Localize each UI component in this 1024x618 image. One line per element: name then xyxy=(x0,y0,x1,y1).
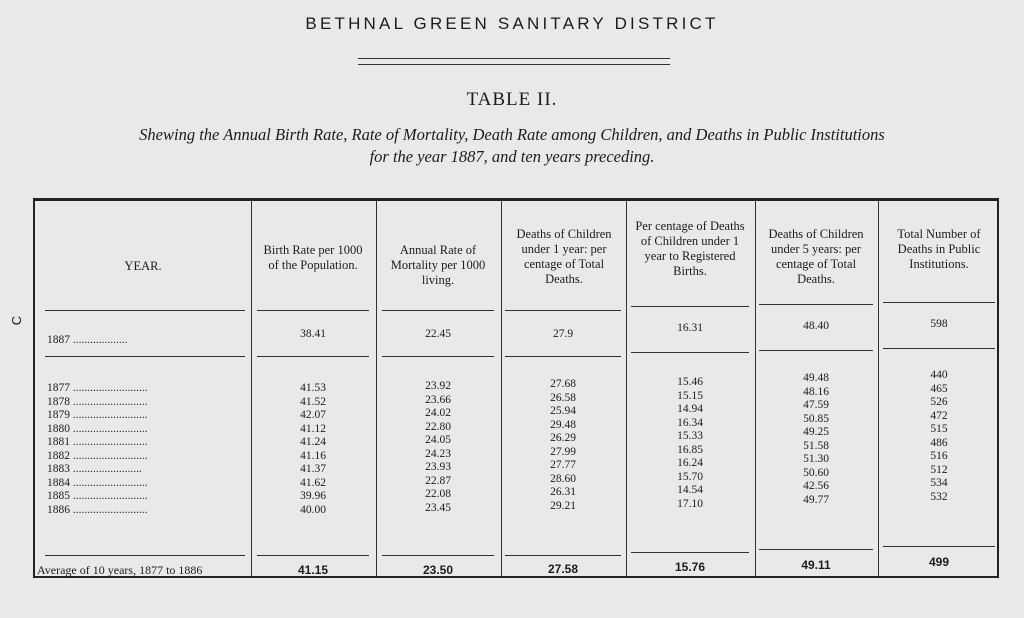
average-under1-births: 15.76 xyxy=(674,560,706,574)
row-label-1883: 1883 ........................ xyxy=(47,463,142,475)
cell-1887-mortality: 22.45 xyxy=(425,328,451,340)
average-under1-total: 27.58 xyxy=(547,562,579,576)
row-label-1887: 1887 ................... xyxy=(47,334,128,346)
header-year: YEAR. xyxy=(124,259,162,273)
rule xyxy=(45,555,245,556)
subtitle-line-2: for the year 1887, and ten years preceding. xyxy=(369,147,655,166)
row-label-1881: 1881 .......................... xyxy=(47,436,148,448)
row-label-1877: 1877 .......................... xyxy=(47,382,148,394)
district-heading: BETHNAL GREEN SANITARY DISTRICT xyxy=(305,14,719,33)
header-birth-rate: Birth Rate per 1000 of the Population. xyxy=(263,243,363,272)
rule xyxy=(257,356,369,357)
row-label-1884: 1884 .......................... xyxy=(47,476,148,489)
column-birth-rate-values: 41.53 41.52 42.07 41.12 41.24 41.16 41.37 41.62 39.96 40.00 xyxy=(300,382,326,516)
row-label-1879: 1879 .......................... xyxy=(47,409,148,421)
average-under5-total: 49.11 xyxy=(801,558,831,572)
rule xyxy=(883,302,995,303)
rule xyxy=(505,356,621,357)
year-labels-block xyxy=(47,382,148,517)
margin-mark: C xyxy=(9,315,25,326)
rule xyxy=(631,306,749,307)
row-label-1886: 1886 .......................... xyxy=(47,503,148,516)
rule xyxy=(631,552,749,553)
column-under1-total-values: 27.68 26.58 25.94 29.48 26.29 27.99 27.77 28.60 26.31 29.21 xyxy=(550,378,576,512)
rule xyxy=(257,555,369,556)
rule xyxy=(505,310,621,311)
column-divider xyxy=(626,201,627,576)
rule xyxy=(759,350,873,351)
rule xyxy=(631,352,749,353)
average-mortality: 23.50 xyxy=(422,563,454,577)
column-institutions-values: 440 465 526 472 515 486 516 512 534 532 xyxy=(930,369,948,503)
rule xyxy=(883,546,995,547)
table-subtitle xyxy=(40,124,984,168)
column-divider xyxy=(501,201,502,576)
header-institutions: Total Number of Deaths in Public Institutions. xyxy=(897,227,981,271)
cell-1887-under5-total: 48.40 xyxy=(803,320,829,332)
cell-1887-under1-total: 27.9 xyxy=(552,328,574,340)
column-divider xyxy=(251,201,252,576)
rule xyxy=(883,348,995,349)
header-under1-total: Deaths of Children under 1 year: per centage of Total Deaths. xyxy=(516,227,612,286)
row-label-1882: 1882 .......................... xyxy=(47,449,148,462)
subtitle-line-1: Shewing the Annual Birth Rate, Rate of Mortality, Death Rate among Children, and Deaths in Public Institutions xyxy=(139,125,885,144)
column-under5-total-values: 49.48 48.16 47.59 50.85 49.25 51.58 51.30 50.60 42.56 49.77 xyxy=(803,372,829,506)
statistics-table xyxy=(33,198,999,578)
table-title: TABLE II. xyxy=(466,89,558,110)
column-divider xyxy=(878,201,879,576)
rule xyxy=(759,304,873,305)
cell-1887-under1-births: 16.31 xyxy=(677,322,703,334)
double-rule-divider xyxy=(358,58,670,65)
header-mortality: Annual Rate of Mortality per 1000 living. xyxy=(390,243,486,287)
average-institutions: 499 xyxy=(928,555,950,569)
rule xyxy=(382,555,494,556)
row-label-1878: 1878 .......................... xyxy=(47,395,148,408)
row-label-1880: 1880 .......................... xyxy=(47,422,148,435)
row-label-1885: 1885 .......................... xyxy=(47,490,148,502)
rule xyxy=(759,549,873,550)
rule xyxy=(382,356,494,357)
rule xyxy=(45,310,245,311)
column-divider xyxy=(376,201,377,576)
column-under1-births-values: 15.46 15.15 14.94 16.34 15.33 16.85 16.24 15.70 14.54 17.10 xyxy=(677,376,703,510)
header-under1-births: Per centage of Deaths of Children under 1 year to Registered Births. xyxy=(635,219,745,278)
cell-1887-institutions: 598 xyxy=(930,318,948,330)
header-under5-total: Deaths of Children under 5 years: per centage of Total Deaths. xyxy=(768,227,864,286)
column-mortality-values: 23.92 23.66 24.02 22.80 24.05 24.23 23.93 22.87 22.08 23.45 xyxy=(425,380,451,514)
rule xyxy=(505,555,621,556)
average-birth-rate: 41.15 xyxy=(297,563,329,577)
rule xyxy=(45,356,245,357)
rule xyxy=(382,310,494,311)
column-divider xyxy=(755,201,756,576)
cell-1887-birth-rate: 38.41 xyxy=(300,328,326,340)
average-row-label: Average of 10 years, 1877 to 1886 xyxy=(37,563,203,577)
rule xyxy=(257,310,369,311)
